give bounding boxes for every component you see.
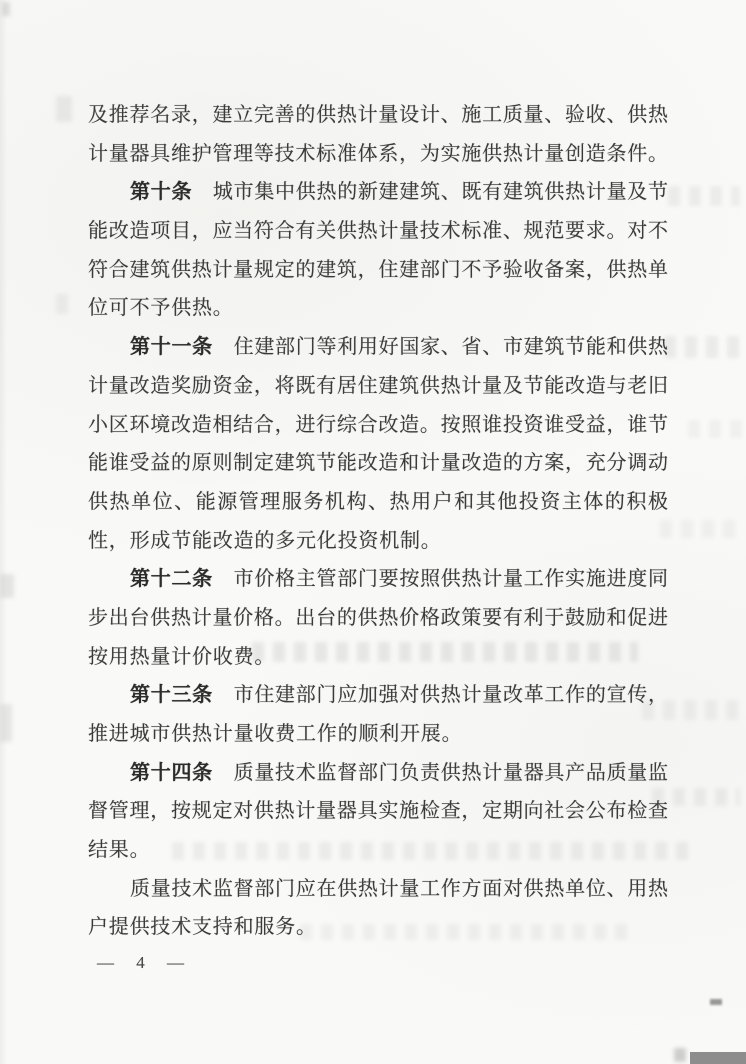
line-text: 户提供技术支持和服务。: [88, 916, 317, 939]
text-line: [88, 483, 668, 522]
scan-artifact: [710, 999, 722, 1005]
text-line: [88, 676, 668, 715]
scan-artifact: [56, 294, 68, 314]
text-line: [88, 135, 668, 174]
scan-artifact: [56, 96, 72, 122]
line-text: 位可不予供热。: [88, 297, 234, 320]
text-line: [88, 251, 668, 290]
line-text: 推进城市供热计量收费工作的顺利开展。: [88, 723, 463, 745]
line-text: 住建部门等利用好国家、省、市建筑节能和供热: [212, 336, 669, 359]
line-text: 质量技术监督部门负责供热计量器具产品质量监: [212, 761, 669, 784]
page-number: — 4 —: [97, 953, 189, 972]
line-text: 供热单位、能源管理服务机构、热用户和其他投资主体的积极: [88, 490, 668, 513]
scan-artifact: [0, 704, 12, 742]
bleedthrough-mark: [660, 520, 740, 538]
text-line: [88, 367, 668, 406]
text-line: [88, 792, 668, 831]
bleedthrough-mark: [300, 924, 628, 940]
line-text: 督管理，按规定对供热计量器具实施检查，定期向社会公布检查: [88, 800, 668, 823]
scan-artifact: [2, 2, 10, 16]
article-number: 第十二条: [130, 568, 213, 591]
scan-artifact: [0, 574, 14, 598]
line-text: 及推荐名录，建立完善的供热计量设计、施工质量、验收、供热: [88, 104, 668, 126]
line-text: 市价格主管部门要按照供热计量工作实施进度同: [212, 568, 669, 591]
text-line: [88, 522, 668, 561]
line-text: 市住建部门应加强对供热计量改革工作的宣传，: [212, 684, 669, 707]
text-line: [88, 406, 668, 445]
text-line: [88, 212, 668, 251]
line-text: 计量改造奖励资金，将既有居住建筑供热计量及节能改造与老旧: [88, 374, 668, 397]
text-line: [88, 715, 668, 754]
article-number: 第十条: [130, 181, 193, 204]
line-text: 城市集中供热的新建建筑、既有建筑供热计量及节: [192, 181, 669, 204]
article-number: 第十一条: [130, 336, 213, 359]
text-line: [88, 870, 668, 909]
line-text: 质量技术监督部门应在供热计量工作方面对供热单位、用热: [130, 877, 668, 900]
scan-artifact: [674, 1048, 686, 1062]
document-text-block: [88, 96, 668, 947]
line-text: 按用热量计价收费。: [88, 645, 276, 668]
text-line: [88, 96, 668, 135]
line-text: 能改造项目，应当符合有关供热计量技术标准、规范要求。对不: [88, 220, 668, 243]
line-text: 计量器具维护管理等技术标准体系，为实施供热计量创造条件。: [88, 142, 668, 165]
line-text: 小区环境改造相结合，进行综合改造。按照谁投资谁受益，谁节: [88, 413, 668, 436]
bleedthrough-mark: [688, 420, 742, 438]
text-line: [88, 754, 668, 793]
text-line: [88, 599, 668, 638]
bleedthrough-mark: [172, 842, 688, 860]
line-text: 能谁受益的原则制定建筑节能改造和计量改造的方案，充分调动: [88, 452, 668, 475]
line-text: 符合建筑供热计量规定的建筑，住建部门不予验收备案，供热单: [88, 258, 668, 281]
text-line: [88, 173, 668, 212]
text-line: [88, 560, 668, 599]
article-number: 第十三条: [130, 684, 213, 707]
line-text: 结果。: [88, 839, 151, 862]
bleedthrough-mark: [664, 336, 742, 358]
text-line: [88, 444, 668, 483]
text-line: [88, 289, 668, 328]
line-text: 步出台供热计量价格。出台的供热价格政策要有利于鼓励和促进: [88, 606, 668, 629]
line-text: 性，形成节能改造的多元化投资机制。: [88, 529, 442, 552]
scanner-edge-block: [690, 1052, 746, 1064]
bleedthrough-mark: [642, 700, 738, 720]
text-line: [88, 328, 668, 367]
bleedthrough-mark: [652, 788, 740, 806]
bleedthrough-mark: [668, 186, 740, 206]
bleedthrough-mark: [252, 642, 638, 662]
article-number: 第十四条: [130, 761, 213, 784]
